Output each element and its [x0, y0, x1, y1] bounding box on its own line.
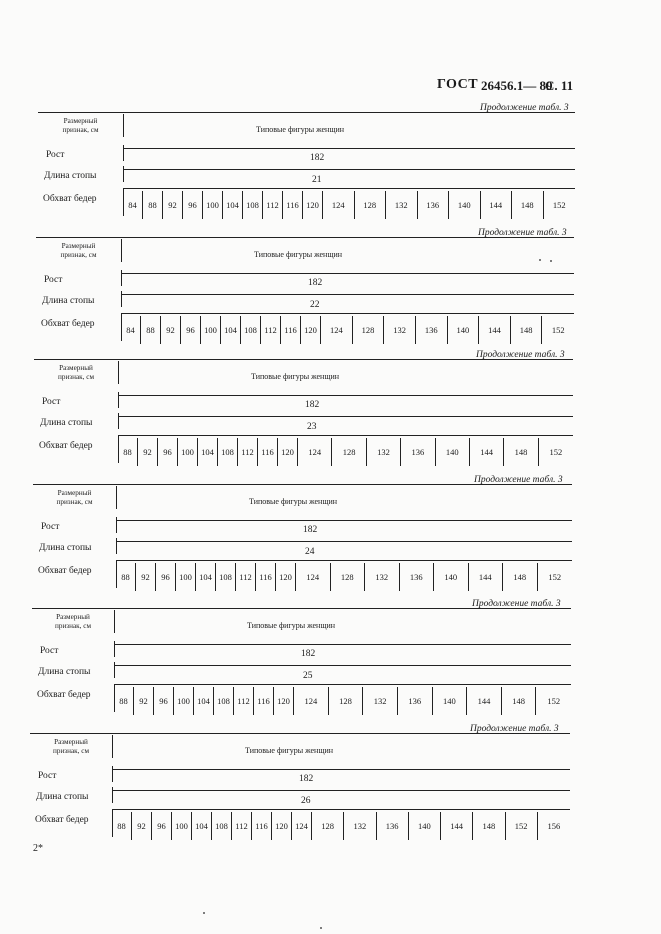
page-header [0, 77, 661, 99]
hip-girth-cell: 112 [238, 438, 258, 466]
hip-girth-cell: 92 [136, 563, 156, 591]
hip-girth-cell: 132 [384, 316, 416, 344]
height-value: 182 [299, 774, 314, 784]
hip-girth-cells [114, 687, 571, 715]
hip-girth-cell: 144 [470, 438, 504, 466]
hip-girth-cell: 136 [398, 687, 433, 715]
foot-length-value: 25 [303, 671, 313, 681]
row-divider [118, 413, 119, 429]
column-header: Типовые фигуры женщин [251, 372, 340, 381]
hip-girth-cell: 104 [192, 812, 212, 840]
hip-girth-cells [112, 812, 570, 840]
hip-girth-cell: 132 [367, 438, 401, 466]
height-value: 182 [310, 153, 325, 163]
continuation-label: Продолжение табл. 3 [470, 724, 559, 734]
param-header-line1: Размерный [61, 242, 96, 250]
row-divider [112, 766, 113, 782]
hip-girth-cell: 144 [467, 687, 502, 715]
foot-length-value: 21 [312, 175, 322, 185]
hip-girth-cell: 128 [331, 563, 366, 591]
table-top-rule [38, 112, 575, 113]
hip-girth-cell: 104 [223, 191, 243, 219]
hip-girth-cell: 152 [548, 572, 562, 582]
hip-girth-cell: 120 [276, 563, 296, 591]
header-divider [114, 610, 115, 633]
foot-length-label: Длина стопы [42, 296, 95, 306]
hip-girth-cell: 156 [547, 821, 561, 831]
foot-bottom-rule [116, 560, 572, 561]
hip-girth-cell: 148 [473, 812, 505, 840]
hip-girth-cell: 152 [547, 696, 561, 706]
header-divider [118, 361, 119, 384]
hip-girth-cell: 136 [416, 316, 448, 344]
continuation-label: Продолжение табл. 3 [474, 475, 563, 485]
hip-girth-cell: 116 [258, 438, 278, 466]
hip-girth-cell: 124 [321, 316, 353, 344]
param-header-line1: Размерный [57, 489, 92, 497]
row-divider [116, 538, 117, 554]
row-divider [121, 291, 122, 307]
height-value: 182 [303, 525, 318, 535]
hip-girth-cell: 148 [502, 687, 537, 715]
hip-girth-cell: 92 [132, 812, 152, 840]
hip-girth-cell: 152 [506, 812, 538, 840]
hip-girth-cell: 132 [344, 812, 376, 840]
hip-girth-cell: 96 [181, 316, 201, 344]
hip-girth-cell: 104 [198, 438, 218, 466]
param-header-line1: Размерный [59, 364, 93, 372]
hip-girth-cell: 128 [312, 812, 344, 840]
foot-length-value: 26 [301, 796, 311, 806]
hip-girth-cell: 104 [196, 563, 216, 591]
hip-girth-cell: 100 [203, 191, 223, 219]
continuation-label: Продолжение табл. 3 [472, 599, 561, 609]
hip-girth-cell: 144 [481, 191, 513, 219]
hip-girth-label: Обхват бедер [41, 319, 95, 329]
hip-girth-cell: 120 [301, 316, 321, 344]
hip-girth-label: Обхват бедер [38, 566, 92, 576]
foot-length-label: Длина стопы [44, 171, 97, 181]
hip-girth-cell: 108 [241, 316, 261, 344]
row-divider [123, 166, 124, 182]
hip-girth-cell: 148 [512, 191, 544, 219]
hip-girth-cell: 96 [158, 438, 178, 466]
height-bottom-rule [123, 169, 575, 170]
row-divider [112, 787, 113, 803]
hip-girth-cell: 116 [256, 563, 276, 591]
hip-girth-cell: 152 [551, 325, 565, 335]
hip-girth-cell: 124 [298, 438, 332, 466]
hip-girth-cell: 112 [234, 687, 254, 715]
page-number: С. 11 [545, 78, 574, 93]
footer-mark: 2* [33, 843, 43, 854]
continuation-label: Продолжение табл. 3 [478, 228, 567, 238]
table-top-rule [32, 608, 571, 609]
hip-girth-label: Обхват бедер [39, 441, 93, 451]
table-top-rule [30, 733, 570, 734]
speck [539, 259, 541, 261]
height-label: Рост [46, 150, 65, 160]
foot-bottom-rule [121, 313, 574, 314]
param-header-line2: признак, см [55, 622, 91, 630]
hip-girth-cell: 136 [418, 191, 450, 219]
hip-girth-cell: 88 [143, 191, 163, 219]
hip-girth-cell: 136 [400, 563, 435, 591]
hip-girth-cell: 140 [434, 563, 469, 591]
foot-length-value: 23 [307, 422, 317, 432]
hip-girth-cell: 148 [511, 316, 543, 344]
hip-girth-cell: 96 [183, 191, 203, 219]
hip-girth-cell: 132 [365, 563, 400, 591]
hip-girth-label: Обхват бедер [43, 194, 97, 204]
hip-girth-cell: 116 [283, 191, 303, 219]
height-bottom-rule [116, 541, 572, 542]
hip-girth-cell: 120 [274, 687, 294, 715]
foot-length-label: Длина стопы [40, 418, 93, 428]
hip-girth-cell: 84 [121, 316, 141, 344]
hip-girth-cell: 148 [503, 563, 538, 591]
height-label: Рост [42, 397, 61, 407]
hip-girth-cell: 92 [163, 191, 183, 219]
hip-girth-cell: 108 [214, 687, 234, 715]
hip-girth-cell: 136 [401, 438, 435, 466]
hip-girth-cell: 88 [118, 438, 138, 466]
param-header-line1: Размерный [63, 117, 98, 125]
height-bottom-rule [121, 294, 574, 295]
hip-girth-cell: 124 [294, 687, 329, 715]
hip-girth-cell: 132 [386, 191, 418, 219]
table-top-rule [34, 359, 573, 360]
hip-girth-cell: 120 [278, 438, 298, 466]
header-divider [112, 735, 113, 758]
header-divider [123, 114, 124, 137]
hip-girth-cell: 112 [261, 316, 281, 344]
column-header: Типовые фигуры женщин [254, 250, 343, 259]
continuation-label: Продолжение табл. 3 [480, 103, 569, 113]
speck [550, 260, 552, 262]
hip-girth-cell: 128 [332, 438, 366, 466]
hip-girth-cells [121, 316, 574, 344]
hip-girth-cell: 140 [448, 316, 480, 344]
column-header: Типовые фигуры женщин [247, 621, 336, 630]
hip-girth-cell: 116 [254, 687, 274, 715]
hip-girth-cell: 100 [174, 687, 194, 715]
foot-bottom-rule [118, 435, 573, 436]
param-header-line1: Размерный [54, 738, 88, 746]
hip-girth-cell: 120 [272, 812, 292, 840]
header-divider [116, 486, 117, 509]
hip-girth-cell: 88 [141, 316, 161, 344]
height-value: 182 [301, 649, 316, 659]
foot-bottom-rule [112, 809, 570, 810]
hip-girth-cell: 96 [154, 687, 174, 715]
param-header-line1: Размерный [56, 613, 90, 621]
height-bottom-rule [118, 416, 573, 417]
hip-girth-cell: 104 [194, 687, 214, 715]
row-divider [121, 270, 122, 286]
hip-girth-cell: 140 [433, 687, 468, 715]
standard-number: 26456.1— 89 [481, 78, 553, 93]
hip-girth-cell: 108 [218, 438, 238, 466]
hip-girth-cell: 136 [377, 812, 409, 840]
header-divider [121, 239, 122, 262]
hip-girth-label: Обхват бедер [37, 690, 91, 700]
hip-girth-cell: 144 [479, 316, 511, 344]
hip-girth-cell: 144 [469, 563, 504, 591]
row-divider [116, 517, 117, 533]
hip-girth-cell: 100 [172, 812, 192, 840]
param-header-line2: признак, см [53, 747, 89, 755]
height-value: 182 [305, 400, 320, 410]
header-bottom-rule [121, 273, 574, 274]
height-bottom-rule [114, 665, 571, 666]
table-top-rule [36, 237, 574, 238]
hip-girth-cell: 120 [303, 191, 323, 219]
param-header-line2: признак, см [58, 373, 94, 381]
hip-girth-cell: 104 [221, 316, 241, 344]
hip-girth-cell: 152 [552, 200, 566, 210]
hip-girth-cell: 144 [441, 812, 473, 840]
hip-girth-cell: 92 [161, 316, 181, 344]
hip-girth-cell: 124 [296, 563, 331, 591]
height-value: 182 [308, 278, 323, 288]
foot-bottom-rule [123, 188, 575, 189]
foot-length-value: 22 [310, 300, 320, 310]
hip-girth-cell: 92 [138, 438, 158, 466]
hip-girth-cell: 96 [152, 812, 172, 840]
header-bottom-rule [114, 644, 571, 645]
hip-girth-cell: 100 [178, 438, 198, 466]
header-bottom-rule [116, 520, 572, 521]
speck [320, 927, 322, 929]
speck [203, 912, 205, 914]
hip-girth-cell: 112 [263, 191, 283, 219]
hip-girth-cell: 148 [504, 438, 538, 466]
hip-girth-cell: 152 [549, 447, 563, 457]
table-top-rule [33, 484, 572, 485]
column-header: Типовые фигуры женщин [249, 497, 338, 506]
hip-girth-label: Обхват бедер [35, 815, 89, 825]
height-label: Рост [41, 522, 60, 532]
hip-girth-cell: 88 [112, 812, 132, 840]
foot-length-label: Длина стопы [39, 543, 92, 553]
hip-girth-cell: 108 [212, 812, 232, 840]
hip-girth-cells [116, 563, 572, 591]
height-label: Рост [38, 771, 57, 781]
row-divider [123, 145, 124, 161]
param-header-line2: признак, см [62, 126, 99, 134]
column-header: Типовые фигуры женщин [256, 125, 345, 134]
foot-length-label: Длина стопы [38, 667, 91, 677]
header-bottom-rule [123, 148, 575, 149]
gost-label: ГОСТ [437, 77, 479, 92]
param-header-line2: признак, см [56, 498, 93, 506]
hip-girth-cell: 128 [329, 687, 364, 715]
continuation-label: Продолжение табл. 3 [476, 350, 565, 360]
hip-girth-cell: 112 [236, 563, 256, 591]
hip-girth-cell: 140 [409, 812, 441, 840]
hip-girth-cell: 100 [176, 563, 196, 591]
hip-girth-cell: 88 [114, 687, 134, 715]
hip-girth-cell: 128 [353, 316, 385, 344]
hip-girth-cell: 128 [355, 191, 387, 219]
height-label: Рост [40, 646, 59, 656]
row-divider [118, 392, 119, 408]
foot-bottom-rule [114, 684, 571, 685]
foot-length-label: Длина стопы [36, 792, 89, 802]
height-label: Рост [44, 275, 63, 285]
hip-girth-cell: 108 [216, 563, 236, 591]
header-bottom-rule [112, 769, 570, 770]
hip-girth-cell: 140 [436, 438, 470, 466]
height-bottom-rule [112, 790, 570, 791]
hip-girth-cells [118, 438, 573, 466]
column-header: Типовые фигуры женщин [245, 746, 334, 755]
hip-girth-cell: 92 [134, 687, 154, 715]
row-divider [114, 641, 115, 657]
hip-girth-cell: 116 [281, 316, 301, 344]
hip-girth-cells [123, 191, 575, 219]
hip-girth-cell: 88 [116, 563, 136, 591]
hip-girth-cell: 84 [123, 191, 143, 219]
hip-girth-cell: 100 [201, 316, 221, 344]
param-header-line2: признак, см [60, 251, 97, 259]
row-divider [114, 662, 115, 678]
hip-girth-cell: 124 [292, 812, 312, 840]
foot-length-value: 24 [305, 547, 315, 557]
hip-girth-cell: 96 [156, 563, 176, 591]
hip-girth-cell: 124 [323, 191, 355, 219]
hip-girth-cell: 116 [252, 812, 272, 840]
hip-girth-cell: 112 [232, 812, 252, 840]
hip-girth-cell: 140 [449, 191, 481, 219]
hip-girth-cell: 108 [243, 191, 263, 219]
header-bottom-rule [118, 395, 573, 396]
hip-girth-cell: 132 [363, 687, 398, 715]
